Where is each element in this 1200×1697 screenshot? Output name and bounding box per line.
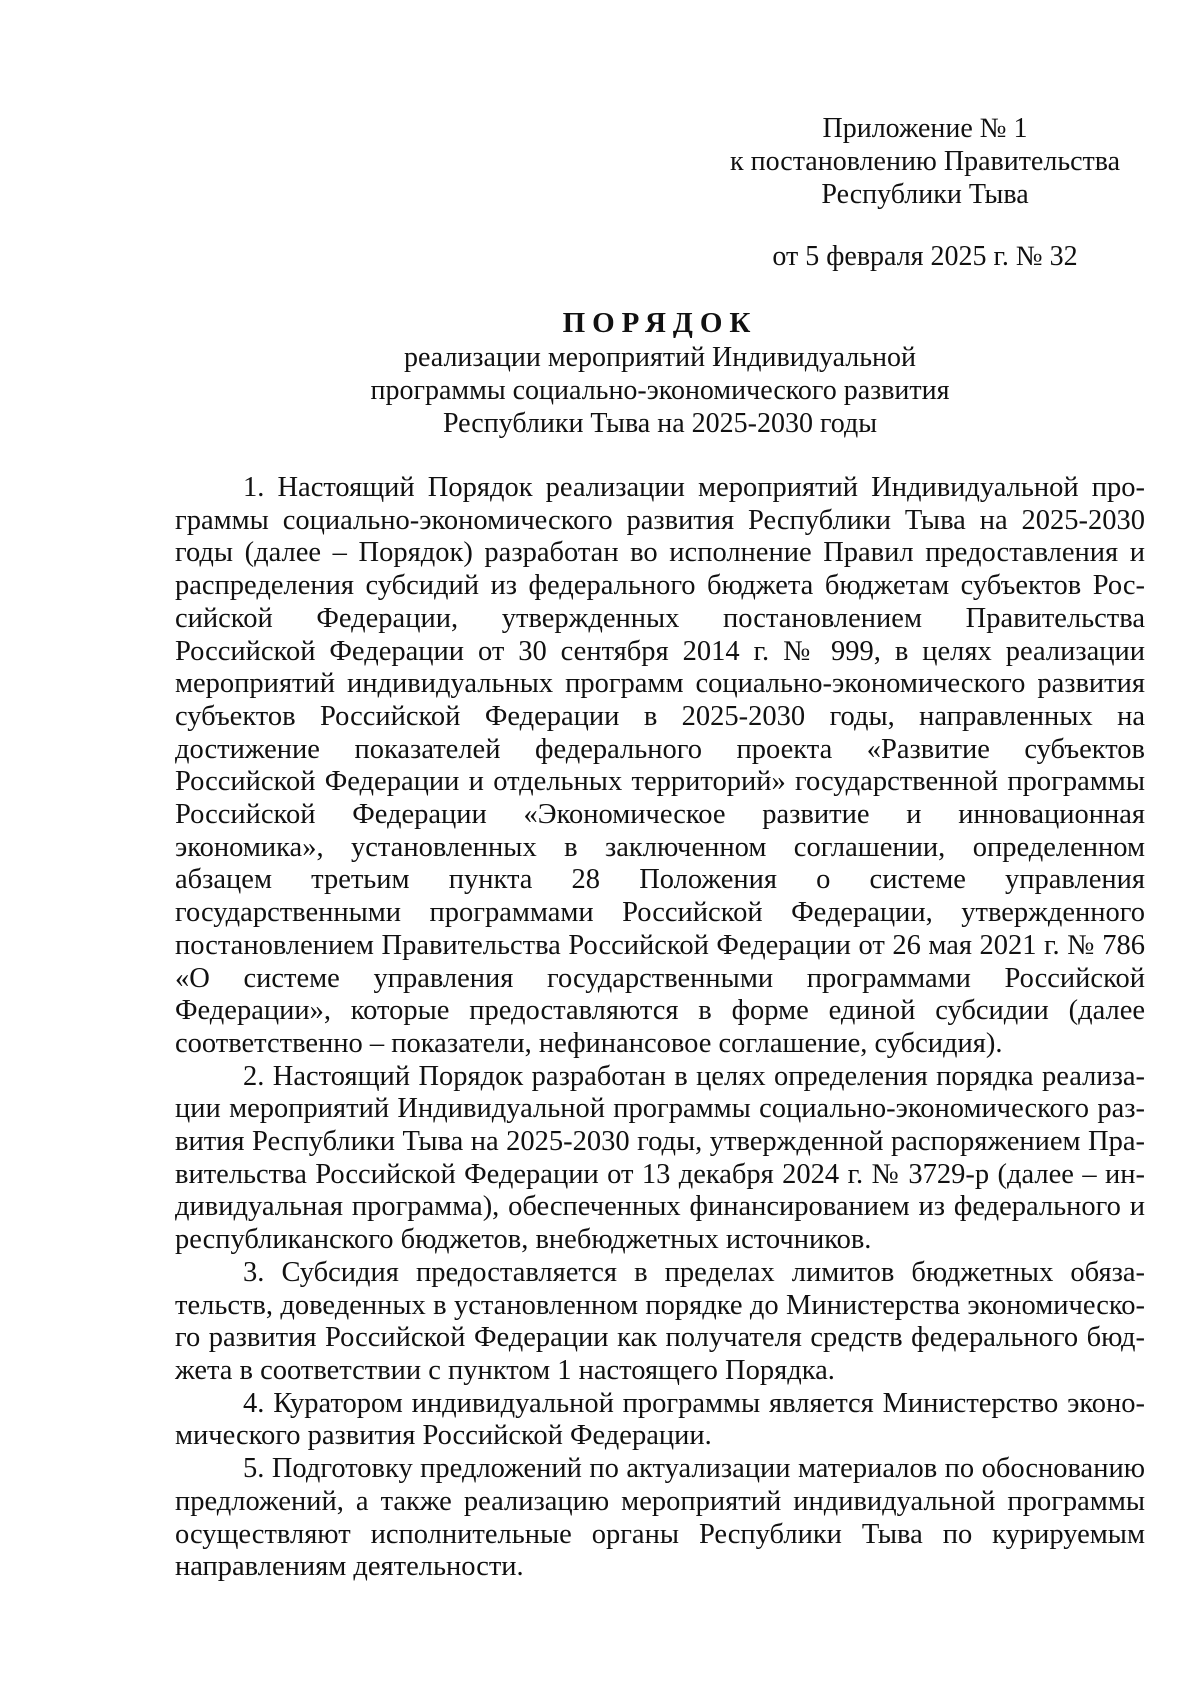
document-subtitle-line-2: программы социально-экономического развития bbox=[370, 375, 950, 406]
appendix-date: от 5 февраля 2025 г. № 32 bbox=[772, 241, 1078, 272]
paragraph-5: 5. Подготовку предложений по актуализации материалов по обоснованию предложений, а также реализацию мероприятий индивидуальной программы осуществляют исполнительные органы Республики Тыва по курируемым направлениям деятельности. bbox=[175, 1453, 1145, 1583]
document-subtitle-line-3: Республики Тыва на 2025-2030 годы bbox=[442, 408, 878, 439]
paragraph-4: 4. Куратором индивидуальной программы является Министерство экономического развития Российской Федерации. bbox=[175, 1387, 1145, 1452]
appendix-reference: к постановлению Правительства bbox=[730, 146, 1121, 177]
paragraph-3: 3. Субсидия предоставляется в пределах лимитов бюджетных обязательств, доведенных в установленном порядке до Министерства экономического развития Российской Федерации как получателя средств федерального бюджета в соответствии с пунктом 1 настоящего Порядка. bbox=[175, 1256, 1145, 1386]
paragraph-2: 2. Настоящий Порядок разработан в целях определения порядка реализации мероприятий Индивидуальной программы социально-экономического развития Республики Тыва на 2025-2030 годы, утвержденной распоряжением Правительства Российской Федерации от 13 декабря 2024 г. № 3729-р (далее – индивидуальная программа), обеспеченных финансированием из федерального и республиканского бюджетов, внебюджетных источников. bbox=[175, 1060, 1145, 1256]
paragraph-1: 1. Настоящий Порядок реализации мероприятий Индивидуальной программы социально-экономического развития Республики Тыва на 2025-2030 годы (далее – Порядок) разработан во исполнение Правил предоставления и распределения субсидий из федерального бюджета бюджетам субъектов Российской Федерации, утвержденных постановлением Правительства Российской Федерации от 30 сентября 2014 г. № 999, в целях реализации мероприятий индивидуальных программ социально-экономического развития субъектов Российской Федерации в 2025-2030 годы, направленных на достижение показателей федерального проекта «Развитие субъектов Российской Федерации и отдельных территорий» государственной программы Российской Федерации «Экономическое развитие и инновационная экономика», установленных в заключенном соглашении, определенном абзацем третьим пункта 28 Положения о системе управления государственными программами Российской Федерации, утвержденного постановлением Правительства Российской Федерации от 26 мая 2021 г. № 786 «О системе управления государственными программами Российской Федерации», которые предоставляются в форме единой субсидии (далее соответственно – показатели, нефинансовое соглашение, субсидия). bbox=[175, 472, 1145, 1059]
document-title-block bbox=[175, 305, 1145, 440]
appendix-number: Приложение № 1 bbox=[822, 113, 1028, 144]
document-body bbox=[175, 472, 1145, 1584]
document-title: ПОРЯДОК bbox=[562, 307, 758, 339]
document-subtitle-line-1: реализации мероприятий Индивидуальной bbox=[404, 342, 916, 373]
appendix-republic: Республики Тыва bbox=[821, 179, 1029, 210]
appendix-header bbox=[730, 112, 1120, 273]
